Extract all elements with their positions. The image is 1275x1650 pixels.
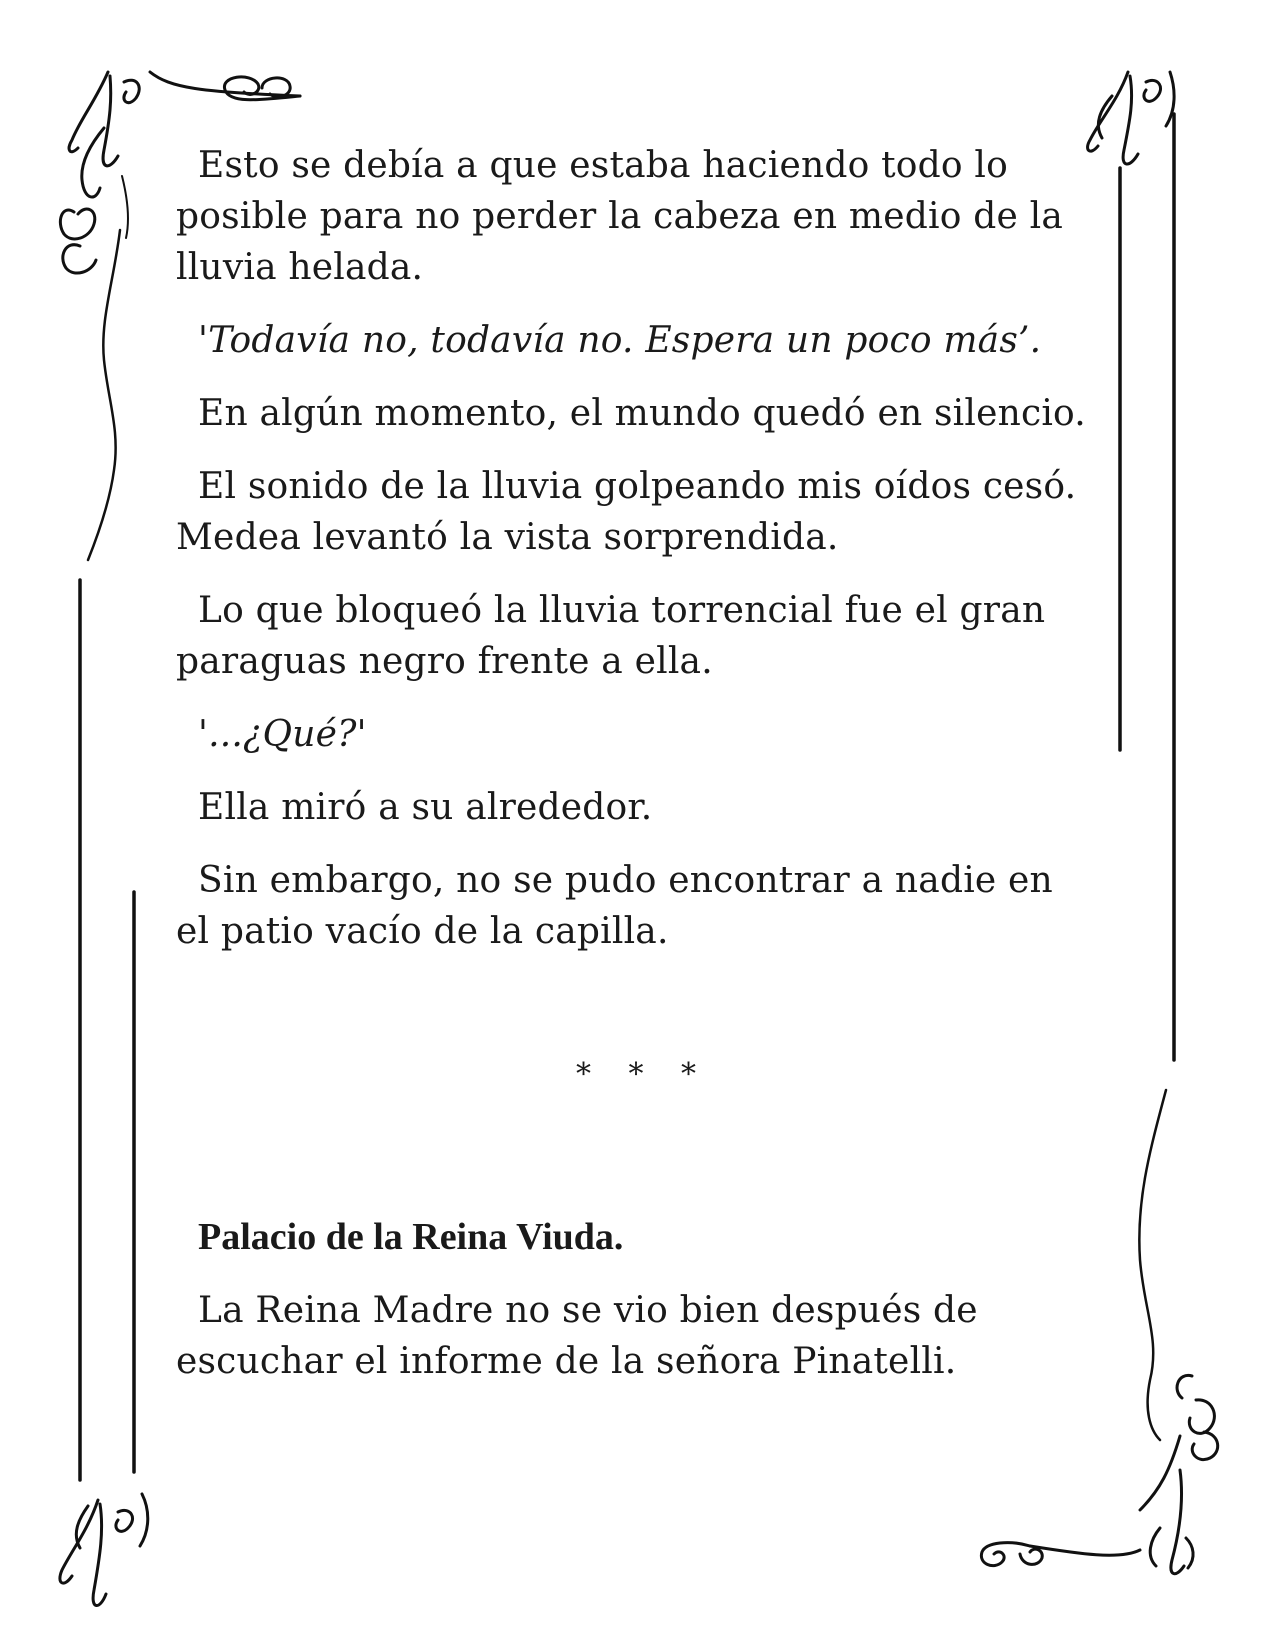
paragraph: Sin embargo, no se pudo encontrar a nadie en el patio vacío de la capilla.: [176, 860, 1053, 952]
section-separator: * * *: [575, 1057, 711, 1092]
paragraph: El sonido de la lluvia golpeando mis oídos cesó. Medea levantó la vista sorprendida.: [176, 466, 1077, 558]
top-right-flourish: [1088, 72, 1175, 164]
paragraph: 'Todavía no, todavía no. Espera un poco más’.: [198, 320, 1042, 361]
paragraph: Esto se debía a que estaba haciendo todo lo posible para no perder la cabeza en medio de la lluvia helada.: [176, 145, 1063, 288]
paragraph: Ella miró a su alrededor.: [198, 787, 653, 828]
paragraph: Lo que bloqueó la lluvia torrencial fue el gran paraguas negro frente a ella.: [176, 590, 1046, 682]
paragraph: En algún momento, el mundo quedó en silencio.: [198, 393, 1086, 434]
paragraph-group-bottom: [176, 1285, 1096, 1387]
paragraph-group-top: [176, 140, 1096, 957]
bottom-left-flourish: [60, 1494, 148, 1606]
document-body: [176, 140, 1096, 1409]
paragraph: La Reina Madre no se vio bien después de escuchar el informe de la señora Pinatelli.: [176, 1290, 978, 1382]
section-heading: Palacio de la Reina Viuda.: [198, 1216, 624, 1258]
paragraph: '...¿Qué?': [198, 714, 367, 755]
